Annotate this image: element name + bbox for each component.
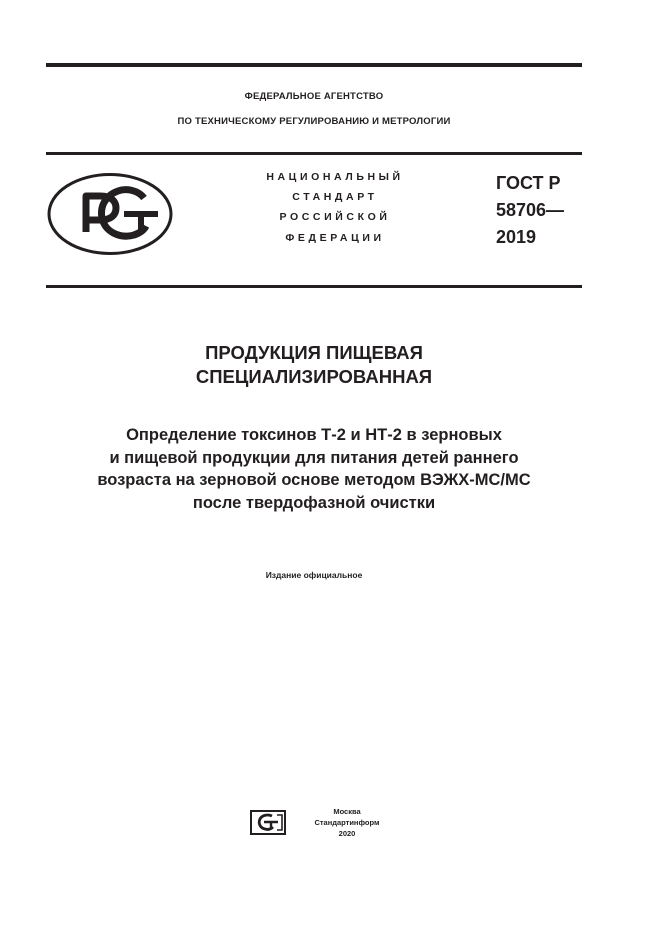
subtitle-line-2: и пищевой продукции для питания детей раннего: [109, 448, 519, 467]
standard-type-line-4: ФЕДЕРАЦИИ: [285, 232, 385, 244]
subtitle: [46, 424, 582, 514]
publisher-name: Стандартинформ: [314, 818, 380, 827]
rst-certification-logo-icon: [46, 172, 174, 256]
top-rule: [46, 63, 582, 67]
standard-type-line-3: РОССИЙСКОЙ: [279, 211, 391, 223]
subtitle-line-1: Определение токсинов Т-2 и НТ-2 в зерновых: [126, 426, 502, 444]
main-title-line-2: СПЕЦИАЛИЗИРОВАННАЯ: [195, 366, 433, 387]
gost-line-3: 2019: [496, 227, 537, 247]
gost-number: [496, 170, 596, 251]
publisher-block: [292, 806, 402, 839]
gost-line-2: 58706—: [496, 200, 565, 220]
edition-label: Издание официальное: [265, 570, 363, 580]
agency-line-2: ПО ТЕХНИЧЕСКОМУ РЕГУЛИРОВАНИЮ И МЕТРОЛОГИИ: [177, 116, 451, 127]
gost-line-1: ГОСТ Р: [496, 173, 561, 193]
main-title-line-1: ПРОДУКЦИЯ ПИЩЕВАЯ: [205, 342, 423, 363]
standard-type-line-1: НАЦИОНАЛЬНЫЙ: [266, 171, 404, 183]
main-title: [46, 341, 582, 389]
standard-type-line-2: СТАНДАРТ: [292, 191, 378, 203]
subtitle-line-3: возраста на зерновой основе методом ВЭЖХ-МС/МС: [97, 471, 531, 489]
publisher-year: 2020: [338, 829, 356, 838]
agency-line-1: ФЕДЕРАЛЬНОЕ АГЕНТСТВО: [244, 91, 384, 102]
title-rule: [46, 285, 582, 288]
standartinform-logo-icon: [250, 810, 286, 835]
header-rule: [46, 152, 582, 155]
subtitle-line-4: после твердофазной очистки: [192, 493, 436, 512]
publisher-city: Москва: [333, 807, 361, 816]
